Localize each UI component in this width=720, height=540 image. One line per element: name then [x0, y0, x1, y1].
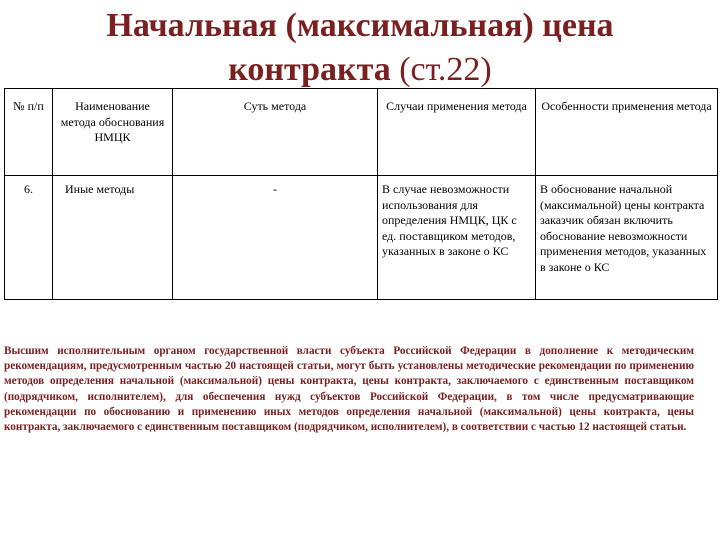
title-line-1: Начальная (максимальная) цена — [106, 7, 614, 44]
table-row — [5, 176, 718, 300]
table-header-row — [5, 89, 718, 176]
header-application-cases: Случаи применения метода — [378, 89, 536, 176]
title-line-2-bold: контракта — [228, 51, 391, 88]
cell-method-name: Иные методы — [53, 176, 173, 300]
cell-application-features: В обоснование начальной (максимальной) цены контракта заказчик обязан включить обоснование невозможности применения методов, указанных в законе о КС — [536, 176, 718, 300]
methods-table — [4, 88, 718, 300]
slide-title — [0, 4, 720, 92]
cell-method-essence: - — [173, 176, 378, 300]
header-method-name: Наименование метода обоснования НМЦК — [53, 89, 173, 176]
title-line-2 — [0, 48, 720, 92]
header-number: № п/п — [5, 89, 53, 176]
body-paragraph: Высшим исполнительным органом государственной власти субъекта Российской Федерации в дополнение к методическим рекомендациям, предусмотренным частью 20 настоящей статьи, могут быть установлены методические рекомендации по применению методов определения начальной (максимальной) цены контракта, цены контракта, заключаемого с единственным поставщиком (подрядчиком, исполнителем), для обеспечения нужд субъектов Российской Федерации, в том числе предусматривающие рекомендации по обоснованию и применению иных методов определения начальной (максимальной) цены контракта, цены контракта, заключаемого с единственным поставщиком (подрядчиком, исполнителем), в соответствии с частью 12 настоящей статьи. — [4, 345, 694, 434]
cell-application-cases: В случае невозможности использования для определения НМЦК, ЦК с ед. поставщиком методов, указанных в законе о КС — [378, 176, 536, 300]
cell-number: 6. — [5, 176, 53, 300]
header-method-essence: Суть метода — [173, 89, 378, 176]
header-application-features: Особенности применения метода — [536, 89, 718, 176]
title-line-2-normal: (ст.22) — [390, 51, 492, 88]
